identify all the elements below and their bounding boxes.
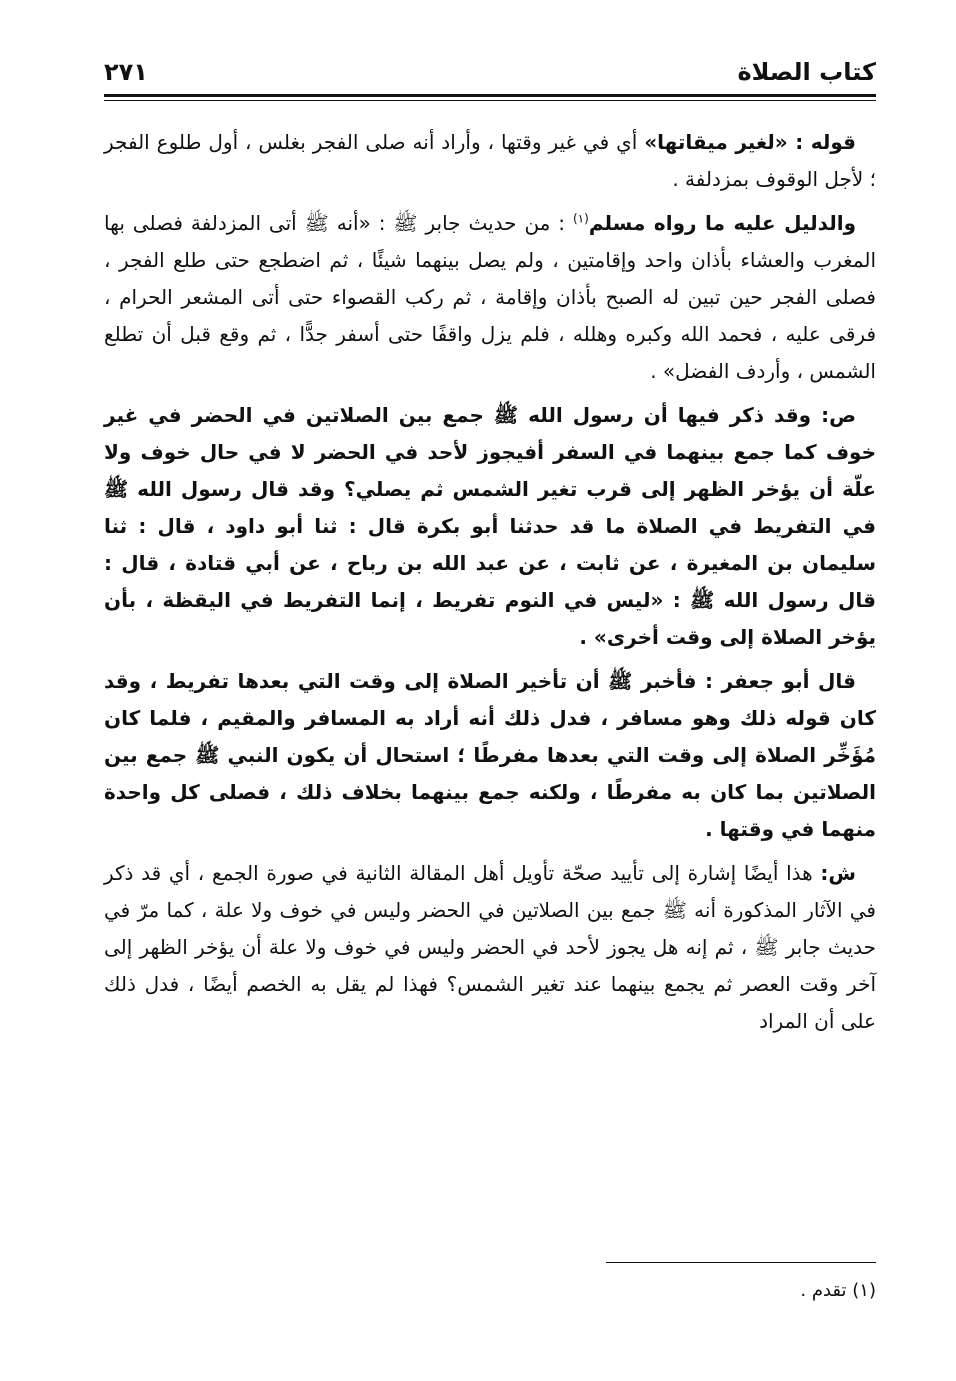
- footnote-rule: [606, 1262, 876, 1263]
- paragraph-matn-1: [104, 397, 876, 656]
- paragraph-text: أي في غير وقتها ، وأراد أنه صلى الفجر بغلس ، أول طلوع الفجر ؛ لأجل الوقوف بمزدلفة .: [104, 130, 876, 191]
- paragraph-text: قال أبو جعفر : فأخبر ﷺ أن تأخير الصلاة إلى وقت التي بعدها تفريط ، وقد كان قوله ذلك وهو مسافر ، فدل ذلك أنه أراد به المسافر والمقيم ، فلما كان مُؤَخِّر الصلاة إلى وقت التي بعدها مفرطًا ؛ استحال أن يكون النبي ﷺ جمع بين الصلاتين بما كان به مفرطًا ، ولكنه جمع بينهما بخلاف ذلك ، فصلى كل واحدة منهما في وقتها .: [104, 669, 876, 841]
- page-number: ٢٧١: [104, 58, 148, 86]
- footnote-marker: (١): [572, 211, 589, 226]
- paragraph-lead: قوله : «لغير ميقاتها»: [644, 130, 857, 154]
- paragraph-matn-2: [104, 663, 876, 848]
- body-text: [104, 124, 876, 1047]
- footnote: (١) تقدم .: [800, 1280, 876, 1301]
- header-rule-thick: [104, 94, 876, 97]
- paragraph-lead: ش:: [820, 861, 856, 885]
- running-header: [104, 52, 876, 92]
- book-page: [104, 0, 876, 1381]
- paragraph-commentary-2: [104, 205, 876, 390]
- paragraph-text: هذا أيضًا إشارة إلى تأييد صحّة تأويل أهل المقالة الثانية في صورة الجمع ، أي قد ذكر في الآثار المذكورة أنه ﷺ جمع بين الصلاتين في الحضر وليس في خوف ولا علة ، كما مرّ في حديث جابر ﷺ ، ثم إنه هل يجوز لأحد في الحضر وليس في خوف ولا علة أن يؤخر الظهر إلى آخر وقت العصر ثم يجمع بينهما عند تغير الشمس؟ فهذا لم يقل به الخصم أيضًا ، فدل ذلك على أن المراد: [104, 861, 876, 1033]
- paragraph-text: : من حديث جابر ﷺ : «أنه ﷺ أتى المزدلفة فصلى بها المغرب والعشاء بأذان واحد وإقامتين ، ولم يصل بينهما شيئًا ، ثم اضطجع حتى طلع الفجر ، فصلى الفجر حين تبين له الصبح بأذان وإقامة ، ثم ركب القصواء حتى أتى المشعر الحرام ، فرقى عليه ، فحمد الله وكبره وهلله ، فلم يزل واقفًا حتى أسفر جدًّا ، ثم وقع قبل أن تطلع الشمس ، وأردف الفضل» .: [104, 211, 876, 383]
- paragraph-lead: والدليل عليه ما رواه مسلم: [588, 211, 857, 235]
- paragraph-text: ص: وقد ذكر فيها أن رسول الله ﷺ جمع بين الصلاتين في الحضر في غير خوف كما جمع بينهما في السفر أفيجوز لأحد في الحضر لا في حال خوف ولا علّة أن يؤخر الظهر إلى قرب تغير الشمس ثم يصلي؟ وقد قال رسول الله ﷺ في التفريط في الصلاة ما قد حدثنا أبو بكرة قال : ثنا أبو داود ، قال : ثنا سليمان بن المغيرة ، عن ثابت ، عن عبد الله بن رباح ، عن أبي قتادة ، قال : قال رسول الله ﷺ : «ليس في النوم تفريط ، إنما التفريط في اليقظة ، بأن يؤخر الصلاة إلى وقت أخرى» .: [104, 403, 876, 649]
- paragraph-commentary-3: [104, 855, 876, 1040]
- chapter-title: كتاب الصلاة: [737, 58, 876, 86]
- paragraph-commentary-1: [104, 124, 876, 198]
- header-rule-thin: [104, 100, 876, 101]
